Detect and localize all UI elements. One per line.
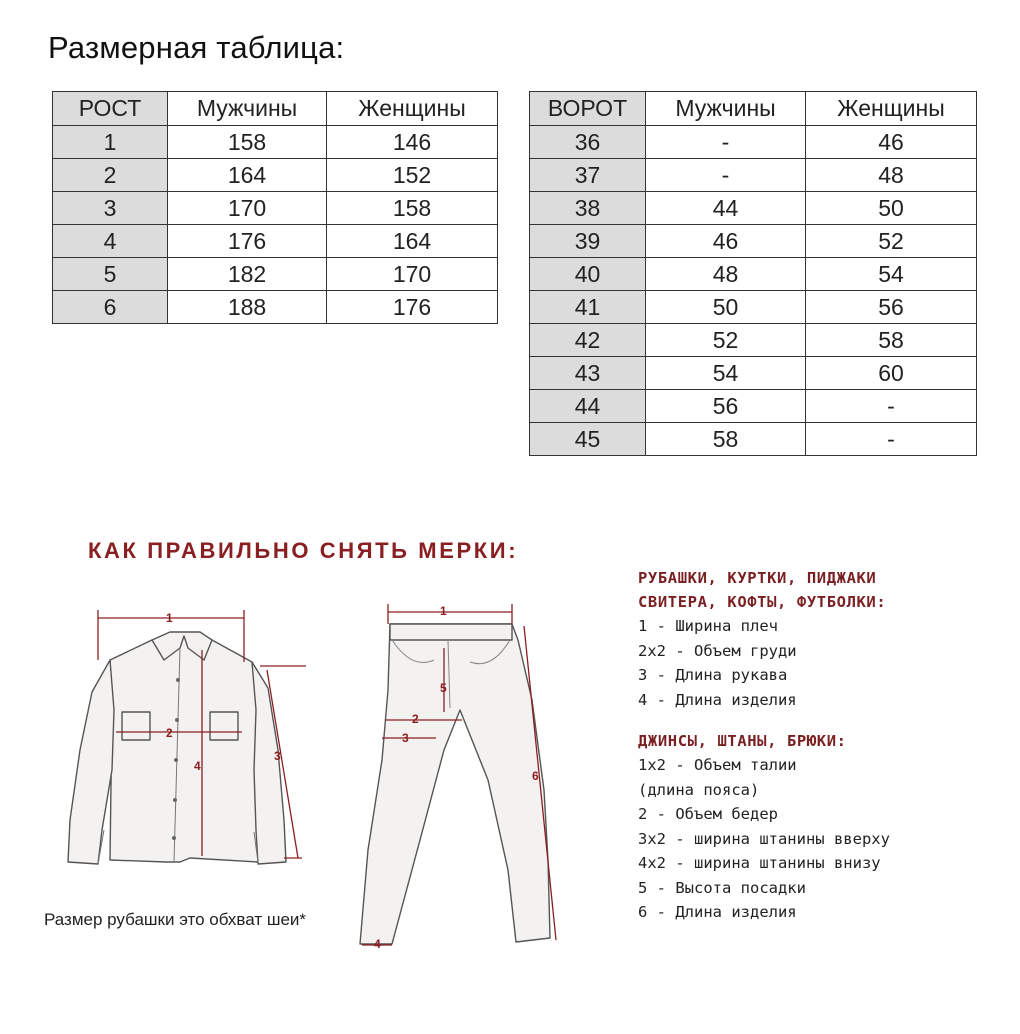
- header-women: Женщины: [806, 92, 977, 126]
- women-cell: 50: [806, 192, 977, 225]
- collar-cell: 44: [530, 390, 646, 423]
- table-row: [530, 423, 977, 456]
- height-size-table: [52, 91, 498, 324]
- men-cell: 56: [646, 390, 806, 423]
- pants-mark-1: 1: [440, 604, 447, 618]
- collar-cell: 43: [530, 357, 646, 390]
- women-cell: 152: [327, 159, 498, 192]
- list-item: 1x2 - Объем талии: [638, 756, 797, 774]
- pants-mark-3: 3: [402, 731, 409, 745]
- list-item: (длина пояса): [638, 780, 760, 799]
- collar-cell: 37: [530, 159, 646, 192]
- women-cell: 54: [806, 258, 977, 291]
- pants-mark-4: 4: [374, 937, 381, 951]
- men-cell: 182: [168, 258, 327, 291]
- pants-illustration: [352, 600, 562, 960]
- men-cell: 188: [168, 291, 327, 324]
- pants-body: [360, 624, 550, 944]
- pants-mark-5: 5: [440, 681, 447, 695]
- men-cell: 44: [646, 192, 806, 225]
- men-cell: 54: [646, 357, 806, 390]
- pants-mark-6: 6: [532, 769, 539, 783]
- list-item: 5 - Высота посадки: [638, 878, 806, 897]
- page-title: Размерная таблица:: [48, 30, 345, 65]
- table-header-row: [530, 92, 977, 126]
- collar-cell: 41: [530, 291, 646, 324]
- list-item: 2 - Объем бедер: [638, 805, 778, 823]
- list-item: 4 - Длина изделия: [638, 690, 797, 709]
- shirt-left-pocket: [122, 712, 150, 740]
- height-cell: 1: [53, 126, 168, 159]
- collar-cell: 36: [530, 126, 646, 159]
- table-row: [530, 291, 977, 324]
- men-cell: 58: [646, 423, 806, 456]
- shirt-size-note: Размер рубашки это обхват шеи*: [44, 910, 307, 929]
- list-item: 3 - Длина рукава: [638, 666, 788, 684]
- table-row: [53, 126, 498, 159]
- women-cell: 170: [327, 258, 498, 291]
- shirt-body: [110, 636, 258, 862]
- men-cell: 52: [646, 324, 806, 357]
- table-row: [53, 291, 498, 324]
- women-cell: 158: [327, 192, 498, 225]
- measure-legend: [638, 566, 1008, 925]
- women-cell: 146: [327, 126, 498, 159]
- table-row: [53, 159, 498, 192]
- table-row: [530, 357, 977, 390]
- header-collar: ВОРОТ: [530, 92, 646, 126]
- women-cell: -: [806, 390, 977, 423]
- women-cell: 60: [806, 357, 977, 390]
- shirt-right-sleeve: [252, 662, 286, 864]
- shirt-mark-4: 4: [194, 759, 201, 773]
- table-row: [530, 324, 977, 357]
- table-header-row: [53, 92, 498, 126]
- table-row: [530, 192, 977, 225]
- table-row: [530, 258, 977, 291]
- shirt-left-sleeve: [68, 660, 114, 864]
- women-cell: 56: [806, 291, 977, 324]
- header-women: Женщины: [327, 92, 498, 126]
- table-row: [530, 225, 977, 258]
- header-men: Мужчины: [168, 92, 327, 126]
- list-item: 4x2 - ширина штанины внизу: [638, 854, 881, 872]
- list-item: 3x2 - ширина штанины вверху: [638, 829, 890, 848]
- height-cell: 4: [53, 225, 168, 258]
- shirt-mark-1: 1: [166, 611, 173, 625]
- height-cell: 3: [53, 192, 168, 225]
- table-row: [530, 126, 977, 159]
- collar-cell: 45: [530, 423, 646, 456]
- table-row: [53, 258, 498, 291]
- men-cell: 48: [646, 258, 806, 291]
- collar-size-table: [529, 91, 977, 456]
- table-row: [530, 159, 977, 192]
- height-cell: 2: [53, 159, 168, 192]
- table-row: [53, 225, 498, 258]
- header-men: Мужчины: [646, 92, 806, 126]
- women-cell: 58: [806, 324, 977, 357]
- collar-cell: 40: [530, 258, 646, 291]
- shirt-mark-3: 3: [274, 749, 281, 763]
- height-cell: 6: [53, 291, 168, 324]
- shirt-illustration: [62, 600, 322, 900]
- shirt-mark-2: 2: [166, 726, 173, 740]
- table-row: [53, 192, 498, 225]
- women-cell: -: [806, 423, 977, 456]
- men-cell: 158: [168, 126, 327, 159]
- men-cell: -: [646, 159, 806, 192]
- women-cell: 48: [806, 159, 977, 192]
- measure-title: КАК ПРАВИЛЬНО СНЯТЬ МЕРКИ:: [88, 538, 519, 563]
- pants-heading: ДЖИНСЫ, ШТАНЫ, БРЮКИ:: [638, 732, 847, 750]
- men-cell: 176: [168, 225, 327, 258]
- men-cell: 50: [646, 291, 806, 324]
- men-cell: 170: [168, 192, 327, 225]
- list-item: 2x2 - Объем груди: [638, 641, 797, 660]
- men-cell: 164: [168, 159, 327, 192]
- list-item: 1 - Ширина плеч: [638, 617, 778, 635]
- collar-cell: 39: [530, 225, 646, 258]
- collar-cell: 38: [530, 192, 646, 225]
- men-cell: -: [646, 126, 806, 159]
- pants-mark-2: 2: [412, 712, 419, 726]
- shirts-heading-1: РУБАШКИ, КУРТКИ, ПИДЖАКИ: [638, 569, 877, 587]
- pants-waistband: [390, 624, 512, 640]
- women-cell: 164: [327, 225, 498, 258]
- height-cell: 5: [53, 258, 168, 291]
- women-cell: 176: [327, 291, 498, 324]
- header-height: РОСТ: [53, 92, 168, 126]
- list-item: 6 - Длина изделия: [638, 903, 797, 921]
- women-cell: 52: [806, 225, 977, 258]
- women-cell: 46: [806, 126, 977, 159]
- collar-cell: 42: [530, 324, 646, 357]
- men-cell: 46: [646, 225, 806, 258]
- shirt-right-pocket: [210, 712, 238, 740]
- table-row: [530, 390, 977, 423]
- shirts-heading-2: СВИТЕРА, КОФТЫ, ФУТБОЛКИ:: [638, 593, 887, 611]
